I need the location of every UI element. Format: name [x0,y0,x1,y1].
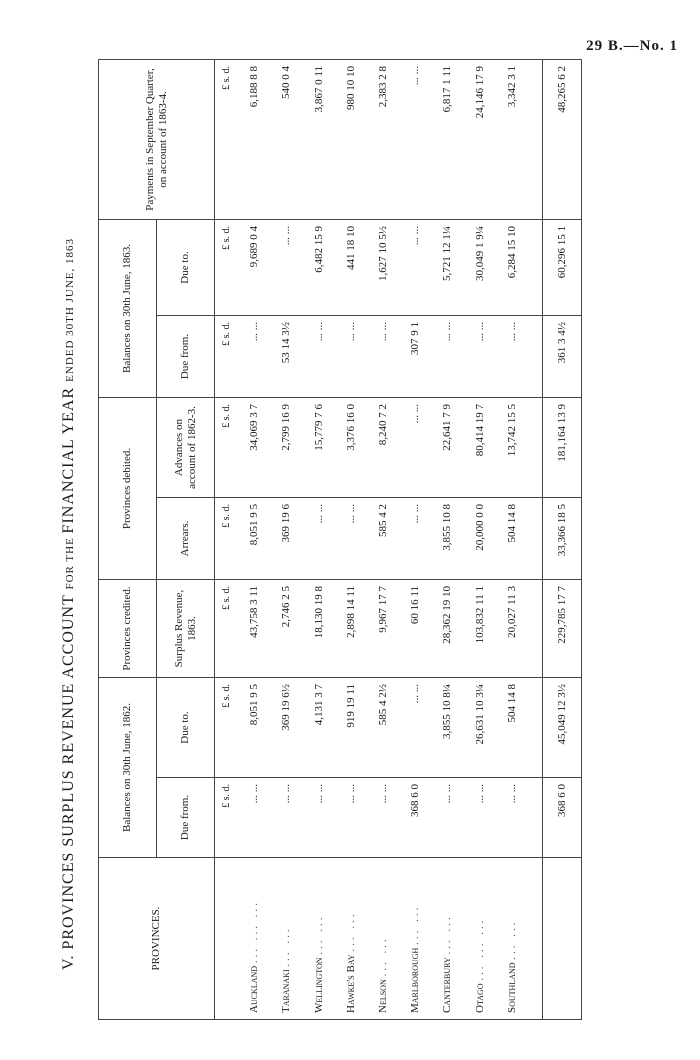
cell-due-from-63: 307 9 1 [399,315,431,397]
title-main-2: FINANCIAL YEAR [60,381,77,534]
total-surplus: 229,785 17 7 [543,580,582,678]
cell-advances: 2,799 16 9 [270,397,302,497]
total-row [543,59,582,1019]
total-label-cell [543,858,582,1020]
cell-due-to-62: ... ... [399,678,431,778]
header-provinces-debited: Provinces debited. [99,397,157,579]
header-provinces-credited: Provinces credited. [99,580,157,678]
unit-label: £ s. d. [215,580,239,678]
leader-dots: ... ... [280,926,293,967]
cell-due-from-62: ... ... [431,778,463,858]
cell-advances: 15,779 7 6 [302,397,334,497]
province-name: Canterbury [441,957,454,1013]
cell-arrears: ... ... [302,498,334,580]
page-number: 29 B.—No. 1 [586,38,678,54]
province-cell [238,858,270,1020]
cell-due-from-62: ... ... [270,778,302,858]
cell-due-from-62: ... ... [367,778,399,858]
cell-due-to-62: 8,051 9 5 [238,678,270,778]
title-sub: FOR THE [64,533,76,590]
cell-due-from-62: ... ... [335,778,367,858]
table-row [367,59,399,1019]
leader-dots: ... ... [376,936,389,977]
cell-payments: 24,146 17 9 [463,59,495,219]
province-cell [302,858,334,1020]
cell-due-from-63: 53 14 3½ [270,315,302,397]
unit-label: £ s. d. [215,219,239,315]
cell-surplus: 43,758 3 11 [238,580,270,678]
cell-surplus: 2,746 2 5 [270,580,302,678]
cell-due-to-63: 9,689 0 4 [238,219,270,315]
header-arrears: Arrears. [157,498,215,580]
cell-advances: 3,376 16 0 [335,397,367,497]
document-title [60,110,78,970]
cell-arrears: 3,855 10 8 [431,498,463,580]
cell-due-from-63: ... ... [431,315,463,397]
province-name: Taranaki [280,969,293,1013]
cell-payments: 980 10 10 [335,59,367,219]
header-advances: Advances on account of 1862-3. [157,397,215,497]
cell-due-from-63: ... ... [335,315,367,397]
total-arrears: 33,366 18 5 [543,498,582,580]
cell-surplus: 60 16 11 [399,580,431,678]
cell-arrears: ... ... [399,498,431,580]
cell-due-to-62: 919 19 11 [335,678,367,778]
cell-due-from-63: ... ... [463,315,495,397]
cell-due-from-62: ... ... [496,778,528,858]
cell-surplus: 9,967 17 7 [367,580,399,678]
cell-advances: 22,641 7 9 [431,397,463,497]
header-payments: Payments in September Quarter, on account of 1863-4. [99,59,215,219]
cell-due-to-63: ... ... [399,219,431,315]
province-cell [463,858,495,1020]
province-cell [335,858,367,1020]
unit-label: £ s. d. [215,397,239,497]
cell-due-to-62: 369 19 6½ [270,678,302,778]
leader-dots: ... ... [344,911,357,952]
leader-dots: ... ... [505,919,518,960]
leader-dots: ... ... ... [248,899,261,964]
cell-arrears: 20,000 0 0 [463,498,495,580]
header-due-to-1862: Due to. [157,678,215,778]
unit-row [215,59,239,1019]
cell-advances: 34,069 3 7 [238,397,270,497]
cell-advances: 8,240 7 2 [367,397,399,497]
cell-payments: 6,188 8 8 [238,59,270,219]
cell-due-from-62: ... ... [238,778,270,858]
total-payments: 48,265 6 2 [543,59,582,219]
unit-label: £ s. d. [215,498,239,580]
header-surplus-revenue: Surplus Revenue, 1863. [157,580,215,678]
cell-payments: 3,867 0 11 [302,59,334,219]
header-due-to-1863: Due to. [157,219,215,315]
cell-surplus: 18,130 19 8 [302,580,334,678]
title-sub-2: ENDED 30TH JUNE, 1863 [64,238,76,382]
cell-arrears: ... ... [335,498,367,580]
total-due-from-63: 361 3 4½ [543,315,582,397]
province-name: Marlborough [409,947,422,1013]
cell-payments: 6,817 1 11 [431,59,463,219]
cell-payments: 2,383 2 8 [367,59,399,219]
province-cell [367,858,399,1020]
province-cell [496,858,528,1020]
cell-due-to-63: 5,721 12 1¼ [431,219,463,315]
cell-due-to-62: 504 14 8 [496,678,528,778]
cell-surplus: 20,027 11 3 [496,580,528,678]
province-cell [399,858,431,1020]
cell-advances: 13,742 15 5 [496,397,528,497]
table-body [215,59,582,1019]
unit-label: £ s. d. [215,778,239,858]
cell-arrears: 8,051 9 5 [238,498,270,580]
cell-due-to-63: 1,627 10 5½ [367,219,399,315]
table-row [431,59,463,1019]
cell-advances: 80,414 19 7 [463,397,495,497]
cell-payments: 540 0 4 [270,59,302,219]
cell-due-from-62: 368 6 0 [399,778,431,858]
header-balances-1863: Balances on 30th June, 1863. [99,219,157,397]
cell-payments: 3,342 3 1 [496,59,528,219]
cell-due-to-62: 26,631 10 3¼ [463,678,495,778]
cell-due-to-63: 6,482 15 9 [302,219,334,315]
unit-label: £ s. d. [215,59,239,219]
province-cell [431,858,463,1020]
cell-advances: ... ... [399,397,431,497]
cell-surplus: 2,898 14 11 [335,580,367,678]
cell-arrears: 369 19 6 [270,498,302,580]
unit-label: £ s. d. [215,315,239,397]
cell-due-from-63: ... ... [367,315,399,397]
cell-due-to-62: 3,855 10 8¼ [431,678,463,778]
leader-dots: ... ... [312,914,325,955]
account-table [98,59,582,1020]
cell-arrears: 504 14 8 [496,498,528,580]
unit-label: £ s. d. [215,678,239,778]
table-row [238,59,270,1019]
cell-due-to-62: 585 4 2½ [367,678,399,778]
leader-dots: ... ... ... [473,917,486,981]
table-row [335,59,367,1019]
province-name: Otago [473,983,486,1013]
cell-due-to-63: 6,284 15 10 [496,219,528,315]
province-name: Auckland [248,965,261,1013]
cell-surplus: 103,832 11 1 [463,580,495,678]
cell-due-to-63: ... ... [270,219,302,315]
province-name: Nelson [376,979,389,1013]
table-row [496,59,528,1019]
table-row [399,59,431,1019]
account-table-container [98,60,582,1020]
cell-due-from-63: ... ... [496,315,528,397]
spacer-row [528,59,543,1019]
leader-dots: ... ... [441,914,454,955]
province-name: Wellington [312,957,325,1013]
total-due-to-62: 45,049 12 3½ [543,678,582,778]
province-cell [270,858,302,1020]
table-row [302,59,334,1019]
leader-dots: ... ... [409,904,422,945]
header-due-from-1862: Due from. [157,778,215,858]
header-provinces: PROVINCES. [99,858,215,1020]
province-name: Southland [505,962,518,1013]
total-due-to-63: 60,296 15 1 [543,219,582,315]
header-due-from-1863: Due from. [157,315,215,397]
total-due-from-62: 368 6 0 [543,778,582,858]
table-row [463,59,495,1019]
cell-due-to-63: 441 18 10 [335,219,367,315]
table-row [270,59,302,1019]
cell-due-from-62: ... ... [463,778,495,858]
cell-due-from-63: ... ... [238,315,270,397]
cell-due-from-62: ... ... [302,778,334,858]
province-name: Hawke's Bay [344,954,357,1013]
total-advances: 181,164 13 9 [543,397,582,497]
cell-due-to-63: 30,049 1 9¼ [463,219,495,315]
cell-due-from-63: ... ... [302,315,334,397]
cell-payments: ... ... [399,59,431,219]
cell-arrears: 585 4 2 [367,498,399,580]
cell-surplus: 28,362 19 10 [431,580,463,678]
header-balances-1862: Balances on 30th June, 1862. [99,678,157,858]
title-main: V. PROVINCES SURPLUS REVENUE ACCOUNT [60,589,77,970]
cell-due-to-62: 4,131 3 7 [302,678,334,778]
